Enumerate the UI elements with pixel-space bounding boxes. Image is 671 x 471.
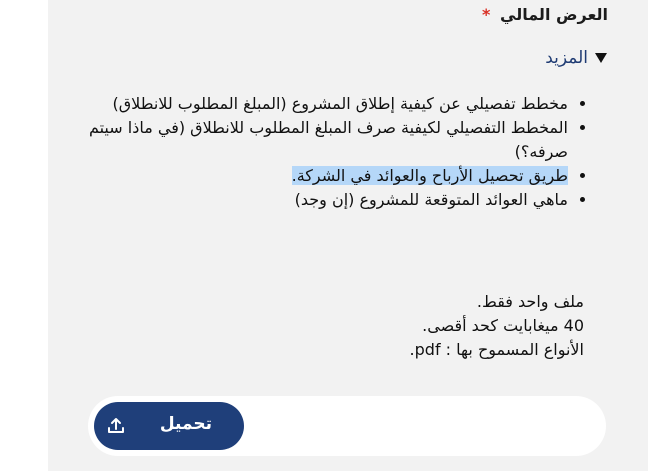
list-item-text: ماهي العوائد المتوقعة للمشروع (إن وجد) [294,190,568,209]
file-count-rule: ملف واحد فقط. [476,292,584,311]
file-rules [184,290,584,362]
list-item-text: المخطط التفصيلي لكيفية صرف المبلغ المطلوب للانطلاق (في ماذا سيتم صرفه؟) [88,118,568,161]
file-types-rule: الأنواع المسموح بها : pdf. [409,340,584,359]
list-item-text: مخطط تفصيلي عن كيفية إطلاق المشروع (المبلغ المطلوب للانطلاق) [112,94,568,113]
list-item [58,116,568,164]
triangle-down-icon [595,53,607,63]
upload-button[interactable] [94,402,244,450]
upload-label: تحميل [159,414,212,434]
upload-icon [106,416,126,436]
financial-offer-label [482,5,608,24]
field-label-text: العرض المالي [500,5,608,24]
required-asterisk: * [482,5,491,24]
list-item [58,188,568,212]
list-item-text-selected: طريق تحصيل الأرباح والعوائد في الشركة. [291,166,568,185]
more-label: المزيد [545,48,588,68]
file-size-rule: 40 ميغابايت كحد أقصى. [422,316,584,335]
requirements-list [58,92,588,212]
list-item [58,164,568,188]
list-item [58,92,568,116]
more-toggle[interactable] [545,48,607,68]
upload-area [88,396,606,456]
